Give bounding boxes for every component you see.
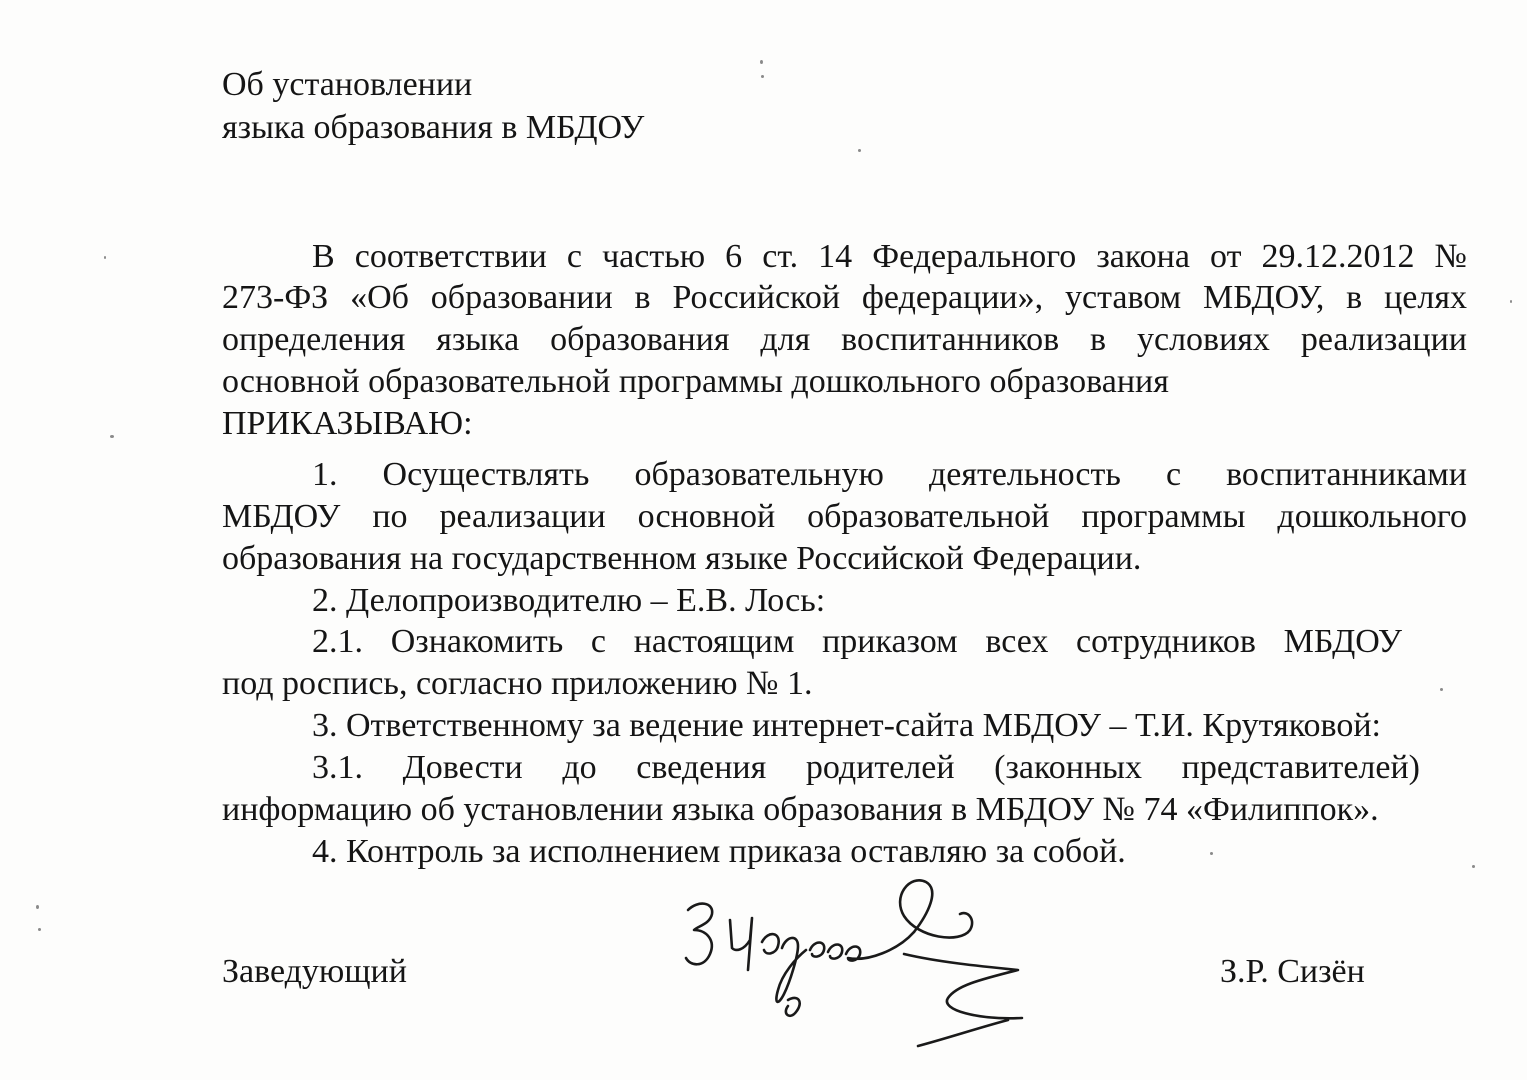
scan-speck [104,256,106,259]
preamble-line-2: 273-ФЗ «Об образовании в Российской федерации», уставом МБДОУ, в целях [222,279,1467,316]
item-2-1-line-2: под роспись, согласно приложению № 1. [222,665,813,702]
preamble-line-4: основной образовательной программы дошкольного образования [222,363,1169,400]
item-1-line-3: образования на государственном языке Российской Федерации. [222,540,1142,577]
scan-speck [38,928,41,931]
scan-speck [36,905,39,909]
scan-speck [1440,688,1443,691]
handwritten-signature [678,870,1038,1060]
scan-speck [858,149,861,152]
signatory-name: З.Р. Сизён [1220,953,1365,990]
preamble-line-3: определения языка образования для воспитанников в условиях реализации [222,321,1467,358]
item-2-1-line-1: 2.1. Ознакомить с настоящим приказом всех сотрудников МБДОУ [312,623,1402,660]
item-3-1-line-1: 3.1. Довести до сведения родителей (законных представителей) [312,749,1420,786]
scan-speck [761,75,764,78]
item-4: 4. Контроль за исполнением приказа оставляю за собой. [312,833,1126,870]
preamble-line-1: В соответствии с частью 6 ст. 14 Федерального закона от 29.12.2012 № [312,238,1467,275]
scan-speck [760,60,763,64]
signatory-position: Заведующий [222,953,407,990]
item-1-line-2: МБДОУ по реализации основной образовательной программы дошкольного [222,498,1467,535]
order-word: ПРИКАЗЫВАЮ: [222,405,473,442]
heading-line-2: языка образования в МБДОУ [222,109,645,146]
scan-speck [1472,865,1475,868]
scan-speck [110,435,114,438]
item-3: 3. Ответственному за ведение интернет-сайта МБДОУ – Т.И. Крутяковой: [312,707,1381,744]
item-2: 2. Делопроизводителю – Е.В. Лось: [312,582,826,619]
item-3-1-line-2: информацию об установлении языка образования в МБДОУ № 74 «Филиппок». [222,791,1379,828]
scan-speck [1510,300,1512,303]
item-1-line-1: 1. Осуществлять образовательную деятельность с воспитанниками [312,456,1467,493]
scan-speck [1210,852,1213,855]
heading-line-1: Об установлении [222,66,473,103]
